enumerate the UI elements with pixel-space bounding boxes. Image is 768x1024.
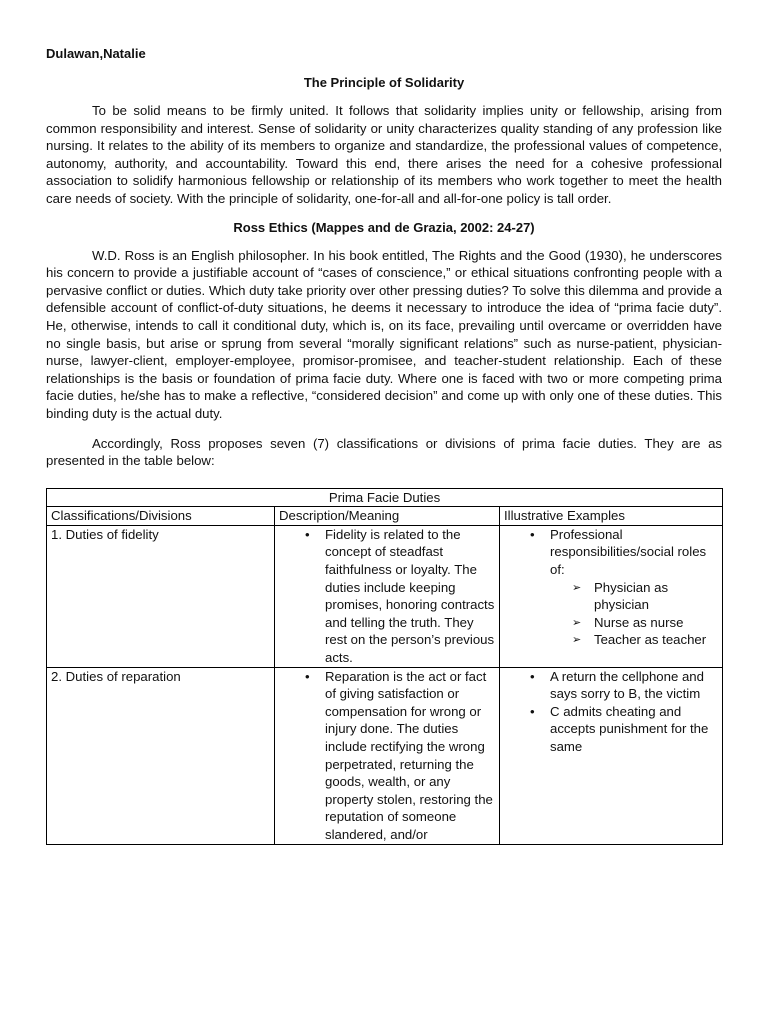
sub-example-item: ➢ Teacher as teacher bbox=[550, 631, 718, 649]
sub-example-item: ➢ Physician as physician bbox=[550, 579, 718, 614]
header-examples: Illustrative Examples bbox=[500, 507, 723, 526]
paragraph-solidarity: To be solid means to be firmly united. It follows that solidarity implies unity or fellowship, arising from common responsibility and interest. Sense of solidarity or unity characterizes quality standing of any profession like nursing. It relates to the ability of its members to organize and standardize, the professional values of competence, autonomy, authority, and accountability. Toward this end, there arises the need for a cohesive professional association to solidify harmonious fellowship or relationship of its members who work together to meet the health care needs of society. With the principle of solidarity, one-for-all and all-for-one policy is tall order. bbox=[46, 103, 722, 206]
header-classifications: Classifications/Divisions bbox=[47, 507, 275, 526]
section-heading-ross-ethics: Ross Ethics (Mappes and de Grazia, 2002: 24-27) bbox=[233, 219, 535, 235]
example-item: • C admits cheating and accepts punishment for the same bbox=[504, 703, 718, 756]
example-item: • A return the cellphone and says sorry to B, the victim bbox=[504, 668, 718, 703]
example-item bbox=[504, 526, 718, 649]
header-description: Description/Meaning bbox=[275, 507, 500, 526]
row-examples-cell bbox=[500, 525, 723, 667]
table-header-row bbox=[47, 507, 723, 526]
table-caption: Prima Facie Duties bbox=[47, 488, 723, 507]
table-caption-row bbox=[47, 488, 723, 507]
row-classification: 2. Duties of reparation bbox=[47, 667, 275, 844]
row-description: • Reparation is the act or fact of giving satisfaction or compensation for wrong or injury done. The duties include rectifying the wrong perpetrated, returning the goods, wealth, or any property stolen, restoring the reputation of someone slandered, and/or bbox=[279, 668, 495, 844]
row-description-cell bbox=[275, 667, 500, 844]
author-name: Dulawan,Natalie bbox=[46, 46, 146, 61]
sub-example-item: ➢ Nurse as nurse bbox=[550, 614, 718, 632]
document-title: The Principle of Solidarity bbox=[303, 75, 465, 90]
row-classification: 1. Duties of fidelity bbox=[47, 525, 275, 667]
example-lead: Professional responsibilities/social roles of: bbox=[550, 526, 707, 578]
prima-facie-duties-table bbox=[46, 488, 723, 845]
paragraph-ross: W.D. Ross is an English philosopher. In his book entitled, The Rights and the Good (1930), he underscores his concern to provide a justifiable account of “cases of conscience,” or ethical situations confronting people with a pervasive conflict or duties. Which duty take priority over other pressing duties? To solve this dilemma and provide a defensible account of conflict-of-duty situations, he deems it necessary to introduce the idea of “prima facie duty”. He, otherwise, intends to call it conditional duty, which is, on its face, prevailing until overcame or overridden have no single basis, but arise or sprung from several “morally significant relations” such as nurse-patient, physician-nurse, lawyer-client, employer-employee, promisor-promisee, and teacher-student relationship. Each of these relationships is the basis or foundation of prima facie duty. Where one is faced with two or more competing prima facie duties, he/she has to make a reflective, “considered decision” and come up with only one of these duties. This binding duty is the actual duty. bbox=[46, 247, 722, 421]
table-row bbox=[47, 667, 723, 844]
paragraph-classifications: Accordingly, Ross proposes seven (7) classifications or divisions of prima facie duties. They are as presented in the table below: bbox=[46, 435, 722, 469]
row-examples-cell bbox=[500, 667, 723, 844]
row-description-cell bbox=[275, 525, 500, 667]
row-description: • Fidelity is related to the concept of steadfast faithfulness or loyalty. The duties include keeping promises, honoring contracts and telling the truth. They rest on the person’s previous acts. bbox=[279, 526, 495, 667]
table-row bbox=[47, 525, 723, 667]
